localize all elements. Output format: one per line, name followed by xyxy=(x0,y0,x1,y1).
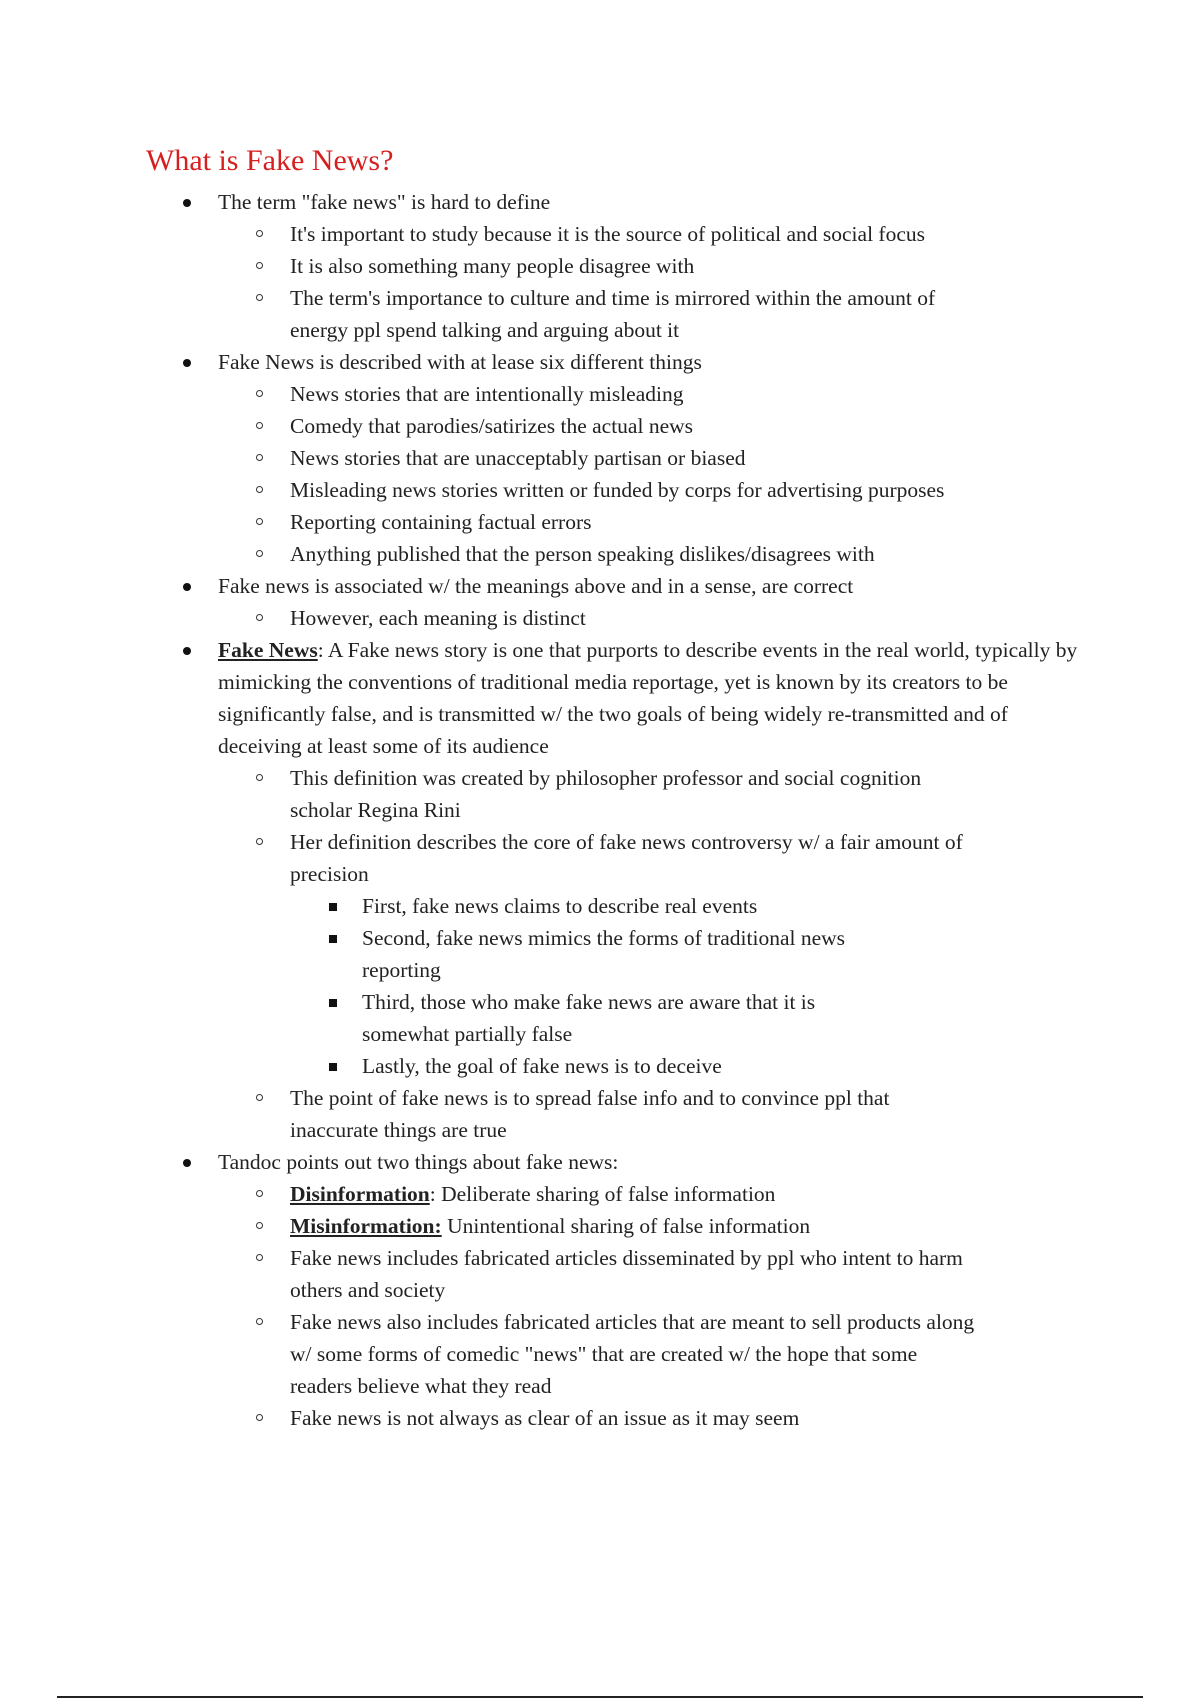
list-item xyxy=(0,570,1200,634)
notes-content xyxy=(0,186,1200,1434)
list-item xyxy=(0,922,980,986)
page-title: What is Fake News? xyxy=(146,144,394,177)
list-item xyxy=(0,762,1090,826)
hollow-circle-bullet-icon xyxy=(256,1222,263,1229)
hollow-circle-bullet-icon xyxy=(256,454,263,461)
list-item-text: Lastly, the goal of fake news is to deceive xyxy=(362,1054,722,1078)
list-item-text: This definition was created by philosopher professor and social cognition scholar Regina Rini xyxy=(290,766,922,822)
list-item-text: Fake news is associated w/ the meanings above and in a sense, are correct xyxy=(218,574,854,598)
list-item-text: However, each meaning is distinct xyxy=(290,606,586,630)
hollow-circle-bullet-icon xyxy=(256,838,263,845)
sub-bullet-list xyxy=(0,218,1090,346)
list-item xyxy=(0,282,1090,346)
definition-text: Unintentional sharing of false information xyxy=(441,1214,811,1238)
list-item xyxy=(0,1178,1090,1210)
list-item xyxy=(0,1242,1090,1306)
hollow-circle-bullet-icon xyxy=(256,518,263,525)
hollow-circle-bullet-icon xyxy=(256,774,263,781)
list-item-text: News stories that are intentionally misleading xyxy=(290,382,684,406)
list-item-text: Misleading news stories written or funded by corps for advertising purposes xyxy=(290,478,945,502)
list-item xyxy=(0,378,1090,410)
filled-circle-bullet-icon xyxy=(183,359,191,367)
list-item-text: It's important to study because it is the source of political and social focus xyxy=(290,222,925,246)
list-item xyxy=(0,346,1200,570)
list-item xyxy=(0,1082,1090,1146)
hollow-circle-bullet-icon xyxy=(256,1254,263,1261)
list-item-text: Fake news is not always as clear of an issue as it may seem xyxy=(290,1406,800,1430)
list-item-text: Tandoc points out two things about fake news: xyxy=(218,1150,619,1174)
list-item-text: The term "fake news" is hard to define xyxy=(218,190,551,214)
list-item xyxy=(0,1402,1090,1434)
defined-term: Fake News xyxy=(218,638,318,662)
defined-term: Misinformation: xyxy=(290,1214,442,1238)
list-item-text: The point of fake news is to spread false info and to convince ppl that inaccurate things are true xyxy=(290,1086,890,1142)
list-item-text: Her definition describes the core of fake news controversy w/ a fair amount of precision xyxy=(290,830,963,886)
sub-bullet-list xyxy=(0,602,1090,634)
list-item xyxy=(0,1306,1090,1402)
list-item xyxy=(0,1146,1200,1434)
filled-circle-bullet-icon xyxy=(183,199,191,207)
list-item xyxy=(0,1050,980,1082)
list-item-text: Fake news also includes fabricated articles that are meant to sell products along w/ some forms of comedic "news" that are created w/ the hope that some readers believe what they read xyxy=(290,1310,975,1398)
square-bullet-icon xyxy=(329,1063,337,1071)
list-item-text: Fake News is described with at lease six different things xyxy=(218,350,702,374)
list-item xyxy=(0,890,980,922)
list-item-text: News stories that are unacceptably partisan or biased xyxy=(290,446,746,470)
list-item-text: Anything published that the person speaking dislikes/disagrees with xyxy=(290,542,875,566)
sub-bullet-list xyxy=(0,1178,1090,1434)
list-item xyxy=(0,250,1090,282)
square-bullet-icon xyxy=(329,935,337,943)
list-item xyxy=(0,602,1090,634)
filled-circle-bullet-icon xyxy=(183,1159,191,1167)
list-item xyxy=(0,186,1200,346)
list-item-text: Fake news includes fabricated articles disseminated by ppl who intent to harm others and society xyxy=(290,1246,963,1302)
list-item xyxy=(0,1210,1090,1242)
list-item xyxy=(0,986,980,1050)
hollow-circle-bullet-icon xyxy=(256,1414,263,1421)
list-item-text: First, fake news claims to describe real events xyxy=(362,894,758,918)
list-item-text: Reporting containing factual errors xyxy=(290,510,592,534)
hollow-circle-bullet-icon xyxy=(256,294,263,301)
definition-text: : Deliberate sharing of false information xyxy=(429,1182,776,1206)
hollow-circle-bullet-icon xyxy=(256,262,263,269)
hollow-circle-bullet-icon xyxy=(256,614,263,621)
hollow-circle-bullet-icon xyxy=(256,550,263,557)
hollow-circle-bullet-icon xyxy=(256,390,263,397)
square-bullet-icon xyxy=(329,999,337,1007)
list-item-text: It is also something many people disagree with xyxy=(290,254,695,278)
sub-bullet-list xyxy=(0,762,1090,1146)
page-bottom-divider xyxy=(57,1696,1143,1698)
hollow-circle-bullet-icon xyxy=(256,1190,263,1197)
hollow-circle-bullet-icon xyxy=(256,1094,263,1101)
list-item-text: Third, those who make fake news are aware that it is somewhat partially false xyxy=(362,990,816,1046)
hollow-circle-bullet-icon xyxy=(256,1318,263,1325)
hollow-circle-bullet-icon xyxy=(256,422,263,429)
square-bullet-icon xyxy=(329,903,337,911)
list-item-text: The term's importance to culture and time is mirrored within the amount of energy ppl spend talking and arguing about it xyxy=(290,286,936,342)
list-item xyxy=(0,634,1200,1146)
list-item xyxy=(0,442,1090,474)
list-item xyxy=(0,538,1090,570)
defined-term: Disinformation xyxy=(290,1182,430,1206)
list-item xyxy=(0,410,1090,442)
hollow-circle-bullet-icon xyxy=(256,486,263,493)
list-item-text: Comedy that parodies/satirizes the actual news xyxy=(290,414,693,438)
filled-circle-bullet-icon xyxy=(183,647,191,655)
definition-text: : A Fake news story is one that purports to describe events in the real world, typically by mimicking the conventions of traditional media reportage, yet is known by its creators to be significantly false, and is transmitted w/ the two goals of being widely re-transmitted and of deceiving at least some of its audience xyxy=(218,638,1078,758)
nested-bullet-list xyxy=(0,890,980,1082)
list-item xyxy=(0,474,1090,506)
list-item xyxy=(0,218,1090,250)
main-bullet-list xyxy=(0,186,1200,1434)
sub-bullet-list xyxy=(0,378,1090,570)
list-item-text: Second, fake news mimics the forms of traditional news reporting xyxy=(362,926,846,982)
list-item xyxy=(0,826,1090,1082)
hollow-circle-bullet-icon xyxy=(256,230,263,237)
list-item xyxy=(0,506,1090,538)
filled-circle-bullet-icon xyxy=(183,583,191,591)
